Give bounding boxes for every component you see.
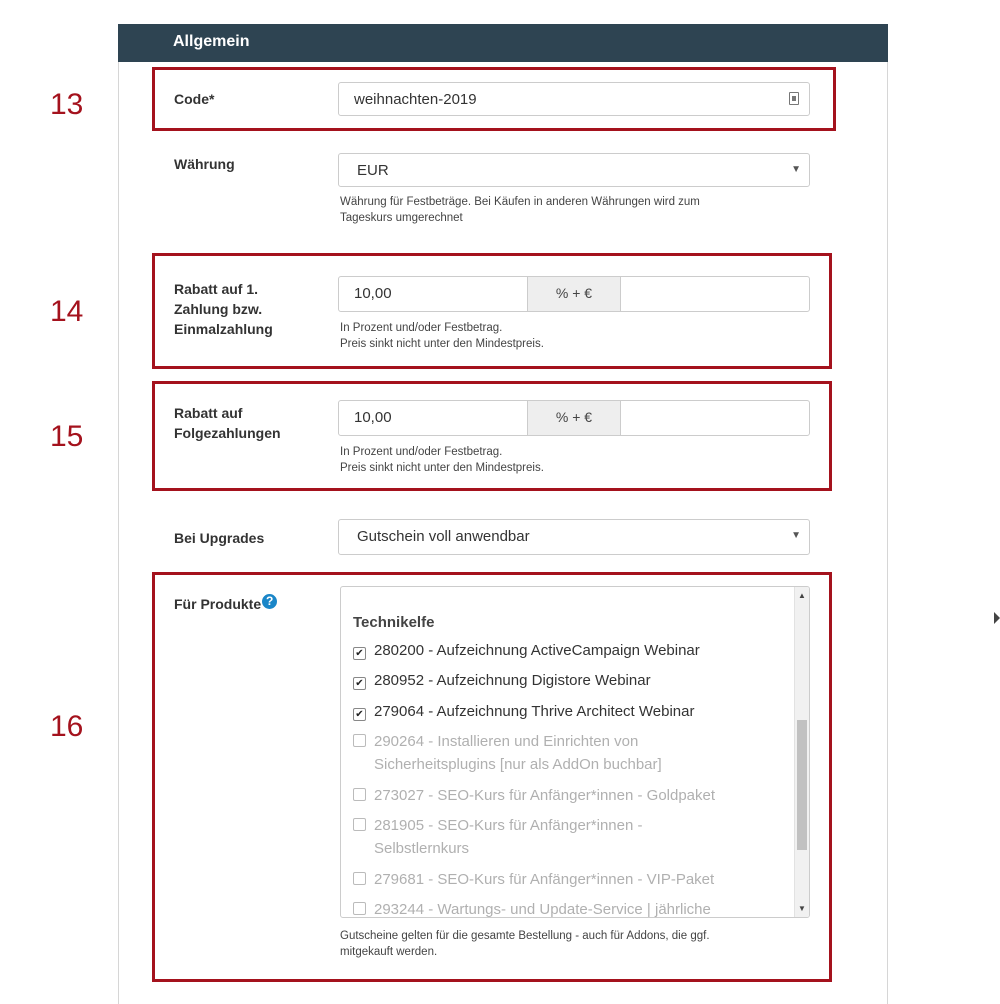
code-input[interactable] — [338, 82, 810, 116]
product-item-label: 279681 - SEO-Kurs für Anfänger*innen - VIP-Paket — [374, 871, 715, 888]
product-item[interactable] — [353, 868, 783, 891]
discount-first-label: Rabatt auf 1. Zahlung bzw. Einmalzahlung — [174, 281, 273, 337]
upgrades-label: Bei Upgrades — [174, 530, 265, 546]
scroll-down-icon[interactable]: ▼ — [798, 904, 806, 913]
currency-value: EUR — [357, 162, 389, 179]
product-item-label: 290264 - Installieren und Einrichten von — [374, 733, 639, 750]
product-item[interactable] — [353, 730, 783, 776]
product-item-label-cont: Selbstlernkurs — [374, 840, 470, 857]
discount-first-input-group — [338, 276, 810, 312]
discount-first-addon: % + € — [527, 277, 621, 311]
discount-follow-input-group — [338, 400, 810, 436]
discount-follow-percent-input[interactable]: 10,00 — [354, 409, 392, 426]
help-icon[interactable]: ? — [262, 594, 277, 609]
product-item-label-cont: Sicherheitsplugins [nur als AddOn buchbar] — [374, 756, 662, 773]
product-group-header: Technikelfe — [353, 614, 435, 631]
product-item-label: 279064 - Aufzeichnung Thrive Architect Webinar — [374, 703, 695, 720]
scrollbar-thumb[interactable] — [797, 720, 807, 850]
checkbox-icon[interactable] — [353, 788, 366, 801]
code-value: weihnachten-2019 — [354, 91, 477, 108]
currency-label: Währung — [174, 156, 235, 172]
checkbox-icon[interactable] — [353, 734, 366, 747]
cursor-icon — [994, 612, 1000, 624]
product-item[interactable] — [353, 784, 783, 807]
upgrades-value: Gutschein voll anwendbar — [357, 528, 530, 545]
product-item[interactable] — [353, 898, 783, 918]
code-label: Code* — [174, 91, 215, 107]
product-item[interactable] — [353, 700, 783, 723]
checkbox-icon[interactable] — [353, 818, 366, 831]
discount-follow-addon: % + € — [527, 401, 621, 435]
product-item-label: 273027 - SEO-Kurs für Anfänger*innen - Goldpaket — [374, 787, 716, 804]
discount-first-hint: In Prozent und/oder Festbetrag. Preis sinkt nicht unter den Mindestpreis. — [340, 322, 544, 350]
discount-follow-hint: In Prozent und/oder Festbetrag. Preis sinkt nicht unter den Mindestpreis. — [340, 446, 544, 474]
product-item-label: 280200 - Aufzeichnung ActiveCampaign Webinar — [374, 642, 700, 659]
product-item-label: 280952 - Aufzeichnung Digistore Webinar — [374, 672, 651, 689]
product-item[interactable] — [353, 639, 783, 662]
checkbox-checked-icon[interactable]: ✔ — [353, 647, 366, 660]
checkbox-icon[interactable] — [353, 872, 366, 885]
marker-13: 13 — [50, 88, 84, 121]
product-item[interactable] — [353, 814, 783, 860]
marker-16: 16 — [50, 710, 84, 743]
products-label: Für Produkte ? — [174, 594, 277, 614]
listbox-scrollbar[interactable] — [794, 587, 809, 917]
products-listbox[interactable] — [340, 586, 810, 918]
keyboard-icon[interactable] — [789, 92, 799, 105]
checkbox-checked-icon[interactable]: ✔ — [353, 677, 366, 690]
product-item[interactable] — [353, 669, 783, 692]
products-hint: Gutscheine gelten für die gesamte Bestellung - auch für Addons, die ggf. mitgekauft werden. — [340, 930, 710, 958]
upgrades-select[interactable] — [338, 519, 810, 555]
product-item-label: 293244 - Wartungs- und Update-Service | jährliche — [374, 901, 711, 918]
checkbox-icon[interactable] — [353, 902, 366, 915]
section-header — [118, 24, 888, 62]
discount-follow-label: Rabatt auf Folgezahlungen — [174, 405, 281, 441]
chevron-down-icon: ▼ — [791, 530, 801, 541]
checkbox-checked-icon[interactable]: ✔ — [353, 708, 366, 721]
marker-14: 14 — [50, 295, 84, 328]
currency-select[interactable] — [338, 153, 810, 187]
marker-15: 15 — [50, 420, 84, 453]
discount-first-percent-input[interactable]: 10,00 — [354, 285, 392, 302]
currency-hint: Währung für Festbeträge. Bei Käufen in anderen Währungen wird zum Tageskurs umgerechnet — [340, 196, 700, 224]
section-title: Allgemein — [173, 33, 250, 50]
product-item-label: 281905 - SEO-Kurs für Anfänger*innen - — [374, 817, 643, 834]
scroll-up-icon[interactable]: ▲ — [798, 591, 806, 600]
chevron-down-icon: ▼ — [791, 164, 801, 175]
